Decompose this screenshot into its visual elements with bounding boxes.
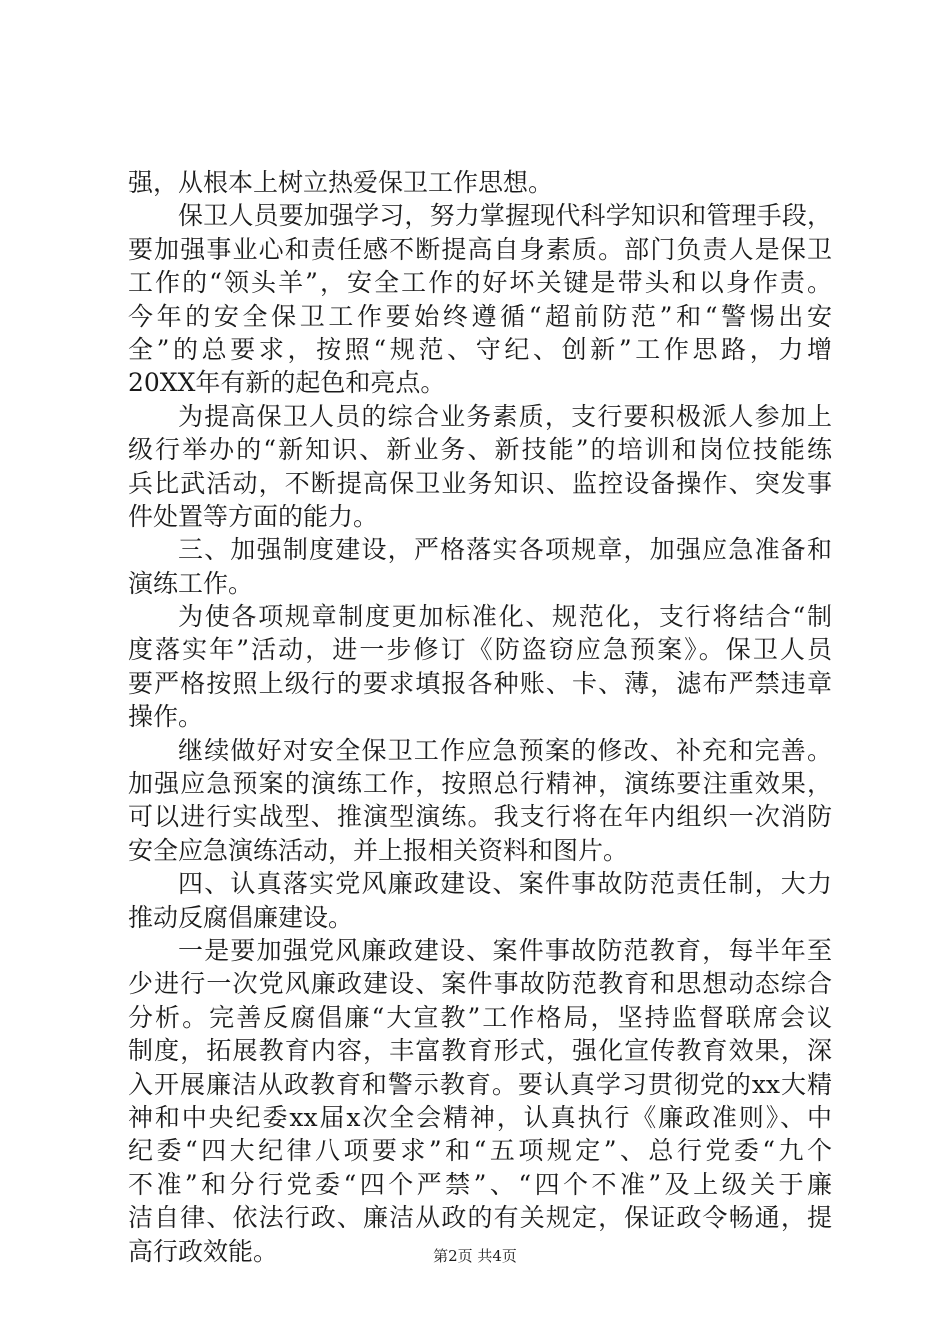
text-line: 全”的总要求，按照“规范、守纪、创新”工作思路，力增 xyxy=(128,334,832,364)
text-line: 安全应急演练活动，并上报相关资料和图片。 xyxy=(128,835,629,865)
paragraph xyxy=(128,199,832,399)
text-line: 神和中央纪委xx届x次全会精神，认真执行《廉政准则》、中 xyxy=(128,1102,832,1132)
text-line: 推动反腐倡廉建设。 xyxy=(128,902,354,932)
paragraph xyxy=(128,867,832,934)
text-line: 演练工作。 xyxy=(128,568,254,598)
text-line: 度落实年”活动，进一步修订《防盗窃应急预案》。保卫人员 xyxy=(128,635,832,665)
text-line: 要加强事业心和责任感不断提高自身素质。部门负责人是保卫 xyxy=(128,234,832,264)
text-line: 操作。 xyxy=(128,702,204,732)
text-line: 级行举办的“新知识、新业务、新技能”的培训和岗位技能练 xyxy=(128,435,832,465)
paragraph xyxy=(128,166,832,199)
text-line: 加强应急预案的演练工作，按照总行精神，演练要注重效果， xyxy=(128,769,832,799)
text-line: 制度，拓展教育内容，丰富教育形式，强化宣传教育效果，深 xyxy=(128,1036,832,1066)
text-line: 工作的“领头羊”，安全工作的好坏关键是带头和以身作责。 xyxy=(128,268,832,298)
text-line: 一是要加强党风廉政建设、案件事故防范教育，每半年至 xyxy=(178,935,832,965)
text-line: 高行政效能。 xyxy=(128,1236,279,1266)
text-line: 三、加强制度建设，严格落实各项规章，加强应急准备和 xyxy=(178,535,832,565)
paragraph xyxy=(128,934,832,1268)
text-line: 继续做好对安全保卫工作应急预案的修改、补充和完善。 xyxy=(178,735,832,765)
text-line: 兵比武活动，不断提高保卫业务知识、监控设备操作、突发事 xyxy=(128,468,832,498)
text-line: 分析。完善反腐倡廉“大宣教”工作格局，坚持监督联席会议 xyxy=(128,1002,832,1032)
page-number-footer: 第2页 共4页 xyxy=(433,1247,517,1265)
document-body xyxy=(128,166,832,1268)
text-line: 不准”和分行党委“四个严禁”、“四个不准”及上级关于廉 xyxy=(128,1169,832,1199)
text-line: 为使各项规章制度更加标准化、规范化，支行将结合“制 xyxy=(178,602,832,632)
text-line: 件处置等方面的能力。 xyxy=(128,501,379,531)
paragraph xyxy=(128,734,832,868)
text-line: 洁自律、依法行政、廉洁从政的有关规定，保证政令畅通，提 xyxy=(128,1203,832,1233)
text-line: 强，从根本上树立热爱保卫工作思想。 xyxy=(128,168,554,197)
text-line: 为提高保卫人员的综合业务素质，支行要积极派人参加上 xyxy=(178,401,832,431)
text-line: 保卫人员要加强学习，努力掌握现代科学知识和管理手段， xyxy=(178,201,832,231)
text-line: 少进行一次党风廉政建设、案件事故防范教育和思想动态综合 xyxy=(128,969,832,999)
text-line: 入开展廉洁从政教育和警示教育。要认真学习贯彻党的xx大精 xyxy=(128,1069,832,1099)
text-line: 四、认真落实党风廉政建设、案件事故防范责任制，大力 xyxy=(178,869,832,899)
text-line: 纪委“四大纪律八项要求”和“五项规定”、总行党委“九个 xyxy=(128,1136,832,1166)
text-line: 今年的安全保卫工作要始终遵循“超前防范”和“警惕出安 xyxy=(128,301,832,331)
text-line: 要严格按照上级行的要求填报各种账、卡、薄，滤布严禁违章 xyxy=(128,668,832,698)
paragraph xyxy=(128,533,832,600)
paragraph xyxy=(128,600,832,734)
text-line: 20XX年有新的起色和亮点。 xyxy=(128,368,446,398)
text-line: 可以进行实战型、推演型演练。我支行将在年内组织一次消防 xyxy=(128,802,832,832)
paragraph xyxy=(128,400,832,534)
